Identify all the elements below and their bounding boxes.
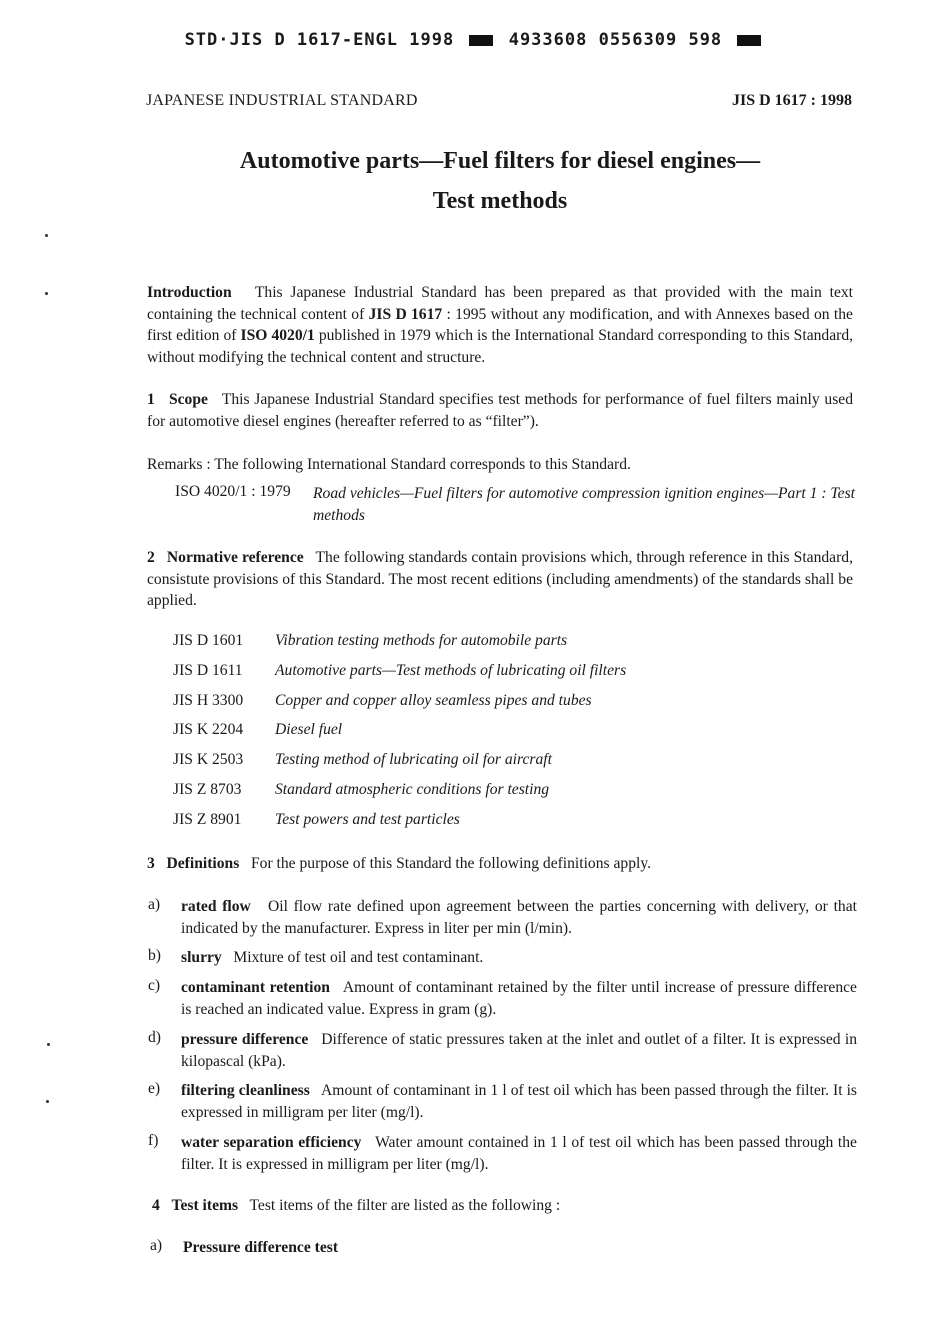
definition-term: slurry bbox=[181, 949, 222, 966]
page-title-line2: Test methods bbox=[432, 188, 568, 214]
definition-text: Mixture of test oil and test contaminant. bbox=[233, 949, 484, 966]
introduction-paragraph bbox=[147, 282, 853, 368]
test-items-heading: Test items bbox=[171, 1197, 239, 1214]
definition-item bbox=[181, 947, 857, 969]
definition-item bbox=[181, 1080, 857, 1123]
test-item-first: Pressure difference test bbox=[183, 1239, 339, 1256]
definition-item bbox=[181, 1029, 857, 1072]
introduction-text-a: This Japanese Industrial Standard has been prepared as that provided with the main text containing the technical content of bbox=[147, 284, 853, 323]
reference-code: JIS Z 8901 bbox=[173, 811, 242, 828]
definition-term: pressure difference bbox=[181, 1031, 309, 1048]
definition-letter: c) bbox=[148, 977, 161, 994]
reference-title: Testing method of lubricating oil for aircraft bbox=[275, 751, 552, 768]
definition-item bbox=[181, 1132, 857, 1175]
reference-title: Copper and copper alloy seamless pipes and tubes bbox=[275, 692, 592, 709]
introduction-text-c: published in 1979 which is the International Standard corresponding to this Standard, without modifying the technical content and structure. bbox=[147, 327, 854, 366]
test-items-number: 4 bbox=[152, 1197, 160, 1214]
reference-code: JIS K 2204 bbox=[173, 721, 244, 738]
document-code: STD·JIS D 1617-ENGL 1998 bbox=[184, 30, 455, 50]
definition-term: contaminant retention bbox=[181, 979, 330, 996]
standard-label: JAPANESE INDUSTRIAL STANDARD bbox=[146, 92, 418, 109]
definition-text: Amount of contaminant in 1 l of test oil which has been passed through the filter. It is expressed in milligram per liter (mg/l). bbox=[181, 1082, 857, 1121]
scope-text: This Japanese Industrial Standard specifies test methods for performance of fuel filters mainly used for automotive diesel engines (hereafter referred to as “filter”). bbox=[147, 391, 853, 430]
reference-title: Vibration testing methods for automobile parts bbox=[275, 632, 568, 649]
normative-heading: Normative reference bbox=[166, 549, 304, 566]
introduction-ref2: ISO 4020/1 bbox=[240, 327, 315, 344]
reference-row bbox=[173, 811, 460, 829]
iso-reference-code: ISO 4020/1 : 1979 bbox=[175, 483, 291, 500]
reference-code: JIS H 3300 bbox=[173, 692, 244, 709]
scan-speck bbox=[45, 234, 48, 237]
definitions-paragraph bbox=[147, 853, 853, 875]
black-bar-mark bbox=[469, 35, 493, 46]
definition-letter: f) bbox=[148, 1132, 159, 1149]
reference-row bbox=[173, 692, 592, 710]
document-code-line bbox=[0, 30, 950, 50]
normative-paragraph bbox=[147, 547, 853, 612]
definition-letter: e) bbox=[148, 1080, 161, 1097]
test-items-text: Test items of the filter are listed as the following : bbox=[249, 1197, 561, 1214]
reference-row bbox=[173, 662, 626, 680]
scan-speck bbox=[46, 1100, 49, 1103]
test-item-letter: a) bbox=[150, 1237, 163, 1254]
definition-letter: d) bbox=[148, 1029, 161, 1046]
reference-title: Diesel fuel bbox=[275, 721, 343, 738]
definitions-text: For the purpose of this Standard the following definitions apply. bbox=[250, 855, 652, 872]
reference-row bbox=[173, 781, 549, 799]
definitions-number: 3 bbox=[147, 855, 155, 872]
scan-speck bbox=[45, 292, 48, 295]
definition-item bbox=[181, 977, 857, 1020]
iso-reference-title: Road vehicles—Fuel filters for automotive compression ignition engines—Part 1 : Test methods bbox=[313, 485, 855, 524]
normative-number: 2 bbox=[147, 549, 155, 566]
reference-row bbox=[173, 751, 552, 769]
definition-item bbox=[181, 896, 857, 939]
definition-term: filtering cleanliness bbox=[181, 1082, 310, 1099]
definition-letter: b) bbox=[148, 947, 161, 964]
reference-title: Automotive parts—Test methods of lubricating oil filters bbox=[275, 662, 627, 679]
reference-title: Test powers and test particles bbox=[275, 811, 460, 828]
definition-text: Difference of static pressures taken at the inlet and outlet of a filter. It is expressed in kilopascal (kPa). bbox=[181, 1031, 857, 1070]
reference-title: Standard atmospheric conditions for testing bbox=[275, 781, 550, 798]
scope-heading: Scope bbox=[168, 391, 208, 408]
introduction-heading: Introduction bbox=[147, 284, 232, 301]
definition-text: Amount of contaminant retained by the filter until increase of pressure difference is reached an indicated value. Express in gram (g). bbox=[181, 979, 857, 1018]
reference-code: JIS D 1611 bbox=[173, 662, 243, 679]
reference-code: JIS D 1601 bbox=[173, 632, 244, 649]
reference-row bbox=[173, 721, 342, 739]
reference-row bbox=[173, 632, 567, 650]
introduction-ref1: JIS D 1617 bbox=[368, 305, 443, 323]
definition-text: Water amount contained in 1 l of test oil which has been passed through the filter. It is expressed in milligram per liter (mg/l). bbox=[181, 1134, 857, 1173]
scope-remarks: Remarks : The following International Standard corresponds to this Standard. bbox=[147, 456, 631, 473]
definition-term: rated flow bbox=[181, 898, 251, 915]
definition-term: water separation efficiency bbox=[181, 1134, 362, 1151]
document-serial: 4933608 0556309 598 bbox=[508, 30, 723, 50]
introduction-text-b: : 1995 without any modification, and with Annexes based on the first edition of bbox=[147, 305, 853, 344]
scan-speck bbox=[47, 1043, 50, 1046]
page-title-line1: Automotive parts—Fuel filters for diesel engines— bbox=[239, 148, 761, 174]
scope-number: 1 bbox=[147, 391, 155, 408]
scope-paragraph bbox=[147, 389, 853, 432]
test-items-paragraph bbox=[152, 1195, 858, 1217]
normative-text: The following standards contain provisions which, through reference in this Standard, consistute provisions of this Standard. The most recent editions (including amendments) of the standards shall be applied. bbox=[147, 549, 853, 609]
definition-letter: a) bbox=[148, 896, 161, 913]
black-bar-mark bbox=[737, 35, 761, 46]
definition-text: Oil flow rate defined upon agreement between the parties concerning with delivery, or that indicated by the manufacturer. Express in liter per min (l/min). bbox=[181, 898, 857, 937]
reference-code: JIS K 2503 bbox=[173, 751, 244, 768]
standard-number: JIS D 1617 : 1998 bbox=[731, 92, 852, 109]
definitions-heading: Definitions bbox=[166, 855, 240, 872]
reference-code: JIS Z 8703 bbox=[173, 781, 242, 798]
